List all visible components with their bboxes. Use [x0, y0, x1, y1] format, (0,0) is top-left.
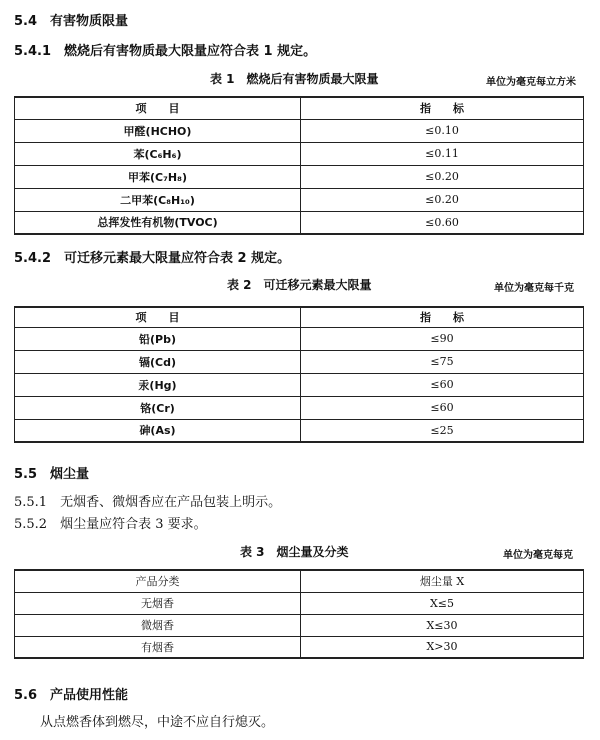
table1-unit: 单位为毫克每立方米 [486, 77, 576, 88]
table3-header-category: 产品分类 [15, 570, 301, 592]
table1-item: 二甲苯(C₈H₁₀) [15, 188, 301, 211]
table2-value: ≤60 [301, 396, 584, 419]
clause-5-5-2: 5.5.2 烟尘量应符合表 3 要求。 [14, 517, 207, 532]
table2-unit: 单位为毫克每千克 [494, 283, 574, 294]
table1 [14, 96, 584, 235]
table1-value: ≤0.20 [301, 165, 584, 188]
table-row [15, 419, 584, 442]
table3-unit: 单位为毫克每克 [503, 550, 573, 561]
clause-5-5-1: 5.5.1 无烟香、微烟香应在产品包装上明示。 [14, 495, 282, 510]
table2-header-item: 项 目 [15, 307, 301, 327]
table1-item: 甲苯(C₇H₈) [15, 165, 301, 188]
section-5-6-heading: 5.6 产品使用性能 [14, 688, 129, 703]
table-row [15, 327, 584, 350]
table-row [15, 373, 584, 396]
table-row [15, 142, 584, 165]
table2-item: 镉(Cd) [15, 350, 301, 373]
table3-category: 有烟香 [15, 636, 301, 658]
table2-value: ≤60 [301, 373, 584, 396]
table3-caption: 表 3 烟尘量及分类 [240, 545, 349, 559]
table2-item: 铬(Cr) [15, 396, 301, 419]
table1-item: 苯(C₆H₆) [15, 142, 301, 165]
table3-header-smoke: 烟尘量 X [301, 570, 584, 592]
table2-item: 汞(Hg) [15, 373, 301, 396]
table1-item: 总挥发性有机物(TVOC) [15, 211, 301, 234]
table-row [15, 165, 584, 188]
clause-5-6-text: 从点燃香体到燃尽，中途不应自行熄灭。 [40, 715, 275, 730]
table1-value: ≤0.11 [301, 142, 584, 165]
table-row [15, 119, 584, 142]
table1-value: ≤0.20 [301, 188, 584, 211]
table2-value: ≤25 [301, 419, 584, 442]
table2-header-value: 指 标 [301, 307, 584, 327]
table1-value: ≤0.60 [301, 211, 584, 234]
clause-5-4-2: 5.4.2 可迁移元素最大限量应符合表 2 规定。 [14, 251, 291, 266]
table-row [15, 350, 584, 373]
table2-caption: 表 2 可迁移元素最大限量 [227, 278, 372, 292]
section-5-4-heading: 5.4 有害物质限量 [14, 14, 129, 29]
table-row [15, 211, 584, 234]
table1-caption: 表 1 燃烧后有害物质最大限量 [210, 72, 379, 86]
table-row [15, 188, 584, 211]
section-5-5-heading: 5.5 烟尘量 [14, 467, 90, 482]
table2-value: ≤75 [301, 350, 584, 373]
clause-5-4-1: 5.4.1 燃烧后有害物质最大限量应符合表 1 规定。 [14, 44, 317, 59]
table2 [14, 306, 584, 443]
table1-value: ≤0.10 [301, 119, 584, 142]
table-row [15, 636, 584, 658]
table3-category: 微烟香 [15, 614, 301, 636]
table1-header-item: 项 目 [15, 97, 301, 119]
table2-item: 砷(As) [15, 419, 301, 442]
table3-category: 无烟香 [15, 592, 301, 614]
table1-header-value: 指 标 [301, 97, 584, 119]
table3 [14, 569, 584, 659]
table3-value: X≤5 [301, 592, 584, 614]
table3-value: X>30 [301, 636, 584, 658]
table1-item: 甲醛(HCHO) [15, 119, 301, 142]
table2-value: ≤90 [301, 327, 584, 350]
table2-item: 铅(Pb) [15, 327, 301, 350]
table-row [15, 396, 584, 419]
table3-value: X≤30 [301, 614, 584, 636]
table-row [15, 592, 584, 614]
table-row [15, 614, 584, 636]
